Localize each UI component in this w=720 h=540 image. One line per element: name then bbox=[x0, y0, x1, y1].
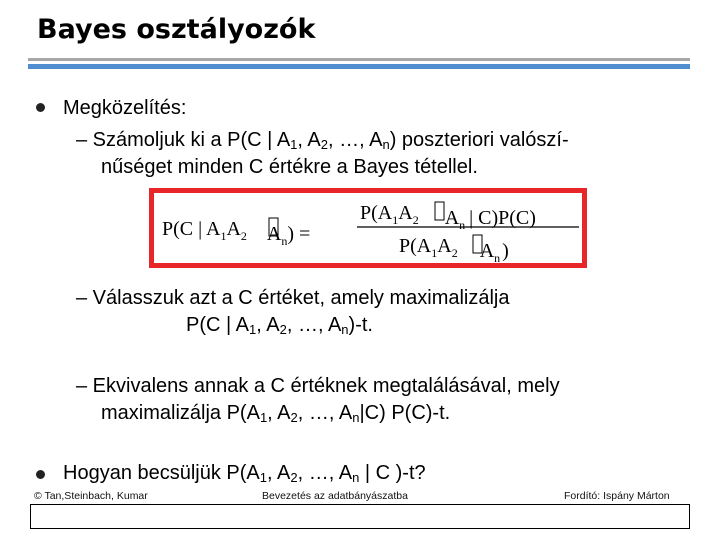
footer-copyright: © Tan,Steinbach, Kumar bbox=[34, 490, 148, 502]
title-divider-blue bbox=[28, 64, 690, 69]
slide-title: Bayes osztályozók bbox=[37, 14, 316, 45]
svg-text:P(A1A2An): $P(A_1A_2$ $A_n$ ) bbox=[399, 235, 509, 263]
bayes-formula-box bbox=[149, 188, 587, 268]
footer-course-title: Bevezetés az adatbányászatba bbox=[262, 490, 408, 502]
subbullet2-line2: P(C | $A_1$, $A_2$, …, $A_n)-t$. bbox=[186, 314, 373, 337]
footer-translator: Fordító: Ispány Márton bbox=[564, 490, 670, 502]
subbullet1-line1: – Számoljuk ki a P(C | $A_1$, $A_2$, …, $A_n$) poszteriori valószí- bbox=[76, 129, 569, 152]
title-divider-gray bbox=[28, 58, 690, 61]
svg-text:P(A1A2An| C)P(C): $P(A_1A_2$ $A_n$ | C)P(C) bbox=[360, 202, 536, 232]
bayes-formula bbox=[154, 193, 582, 263]
subbullet3-line2: maximalizálja $P(A_1$, $A_2$, …, $A_n|C$) P(C)-t. bbox=[101, 402, 451, 425]
subbullet1-line2: nűséget minden C értékre a Bayes tétellel. bbox=[101, 156, 478, 178]
bullet-dot bbox=[36, 103, 45, 112]
subbullet2-line1: – Válasszuk azt a C értéket, amely maximalizálja bbox=[76, 287, 510, 309]
bullet2-text: Hogyan becsüljük $P(A_1$, $A_2$, …, $A_n$ | C )-t? bbox=[63, 462, 426, 485]
bullet-dot bbox=[36, 470, 45, 479]
bullet1-label: Megközelítés: bbox=[63, 97, 187, 119]
missing-glyph-box bbox=[435, 202, 444, 220]
svg-text:P(C | A1A2An) =: P(C | $A_1A_2$ $A_n$) = bbox=[162, 218, 311, 248]
subbullet3-line1: – Ekvivalens annak a C értéknek megtalálásával, mely bbox=[76, 375, 560, 397]
footer-frame bbox=[30, 504, 690, 529]
